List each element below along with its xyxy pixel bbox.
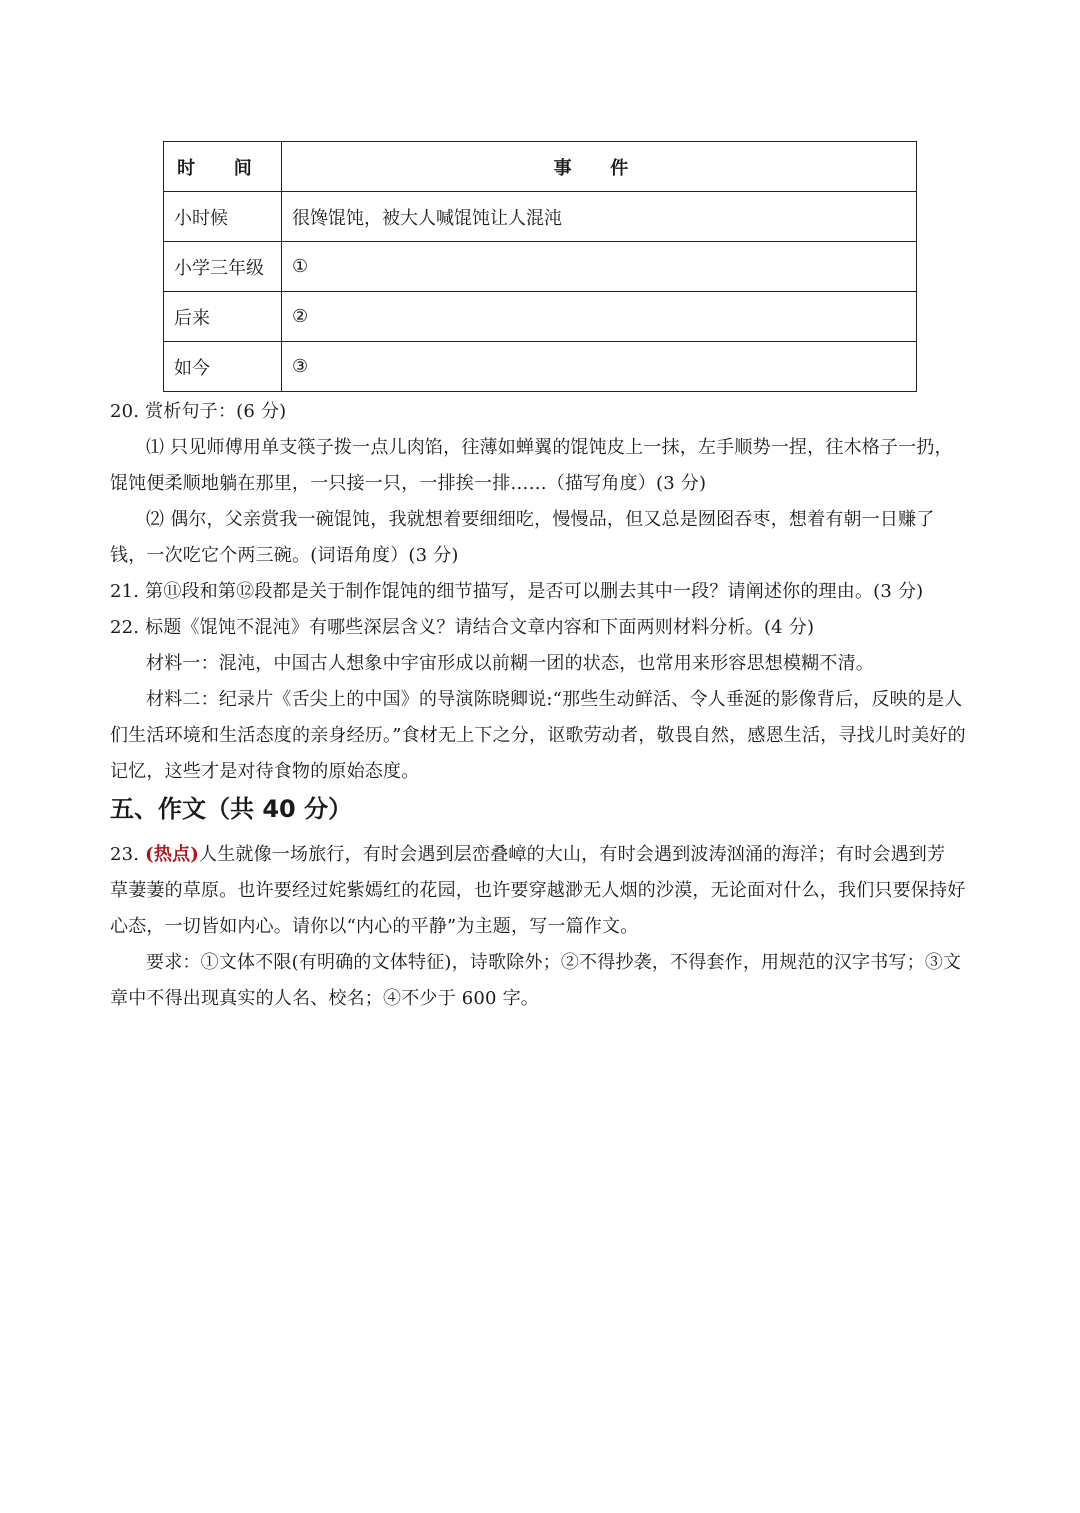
table-row (164, 242, 917, 292)
row-event: 很馋馄饨，被大人喊馄饨让人混沌 (282, 192, 917, 242)
row-event: ② (282, 292, 917, 342)
table-row (164, 342, 917, 392)
table-header-row (164, 142, 917, 192)
q22-material2-line3: 记忆，这些才是对待食物的原始态度。 (110, 761, 420, 782)
q22-material1: 材料一：混沌，中国古人想象中宇宙形成以前糊一团的状态，也常用来形容思想模糊不清。 (146, 653, 874, 674)
table-row (164, 192, 917, 242)
q23-requirement-line2: 章中不得出现真实的人名、校名；④不少于 600 字。 (110, 988, 539, 1009)
row-time: 小时候 (164, 192, 282, 242)
row-event: ① (282, 242, 917, 292)
row-time: 后来 (164, 292, 282, 342)
events-table (163, 141, 917, 392)
q21-text: 21. 第⑪段和第⑫段都是关于制作馄饨的细节描写，是否可以删去其中一段？请阐述你的理由。(3 分) (110, 581, 924, 602)
q23-line1 (110, 840, 980, 866)
q22-material2-line2: 们生活环境和生活态度的亲身经历。”食材无上下之分，讴歌劳动者，敬畏自然，感恩生活，寻找儿时美好的 (110, 725, 966, 746)
q22-title: 22. 标题《馄饨不混沌》有哪些深层含义？请结合文章内容和下面两则材料分析。(4 分) (110, 617, 815, 638)
header-time: 时 间 (164, 142, 282, 192)
row-time: 如今 (164, 342, 282, 392)
q20-s2-line2: 钱，一次吃它个两三碗。(词语角度）(3 分) (110, 545, 459, 566)
table-row (164, 292, 917, 342)
section-five-title: 五、作文（共 40 分） (110, 795, 353, 823)
hot-tag: (热点) (145, 844, 199, 865)
q20-s2-line1: ⑵ 偶尔，父亲赏我一碗馄饨，我就想着要细细吃，慢慢品，但又总是囫囵吞枣，想着有朝一日赚了 (146, 509, 935, 530)
q20-s1-line1: ⑴ 只见师傅用单支筷子拨一点儿肉馅，往薄如蝉翼的馄饨皮上一抹，左手顺势一捏，往木格子一扔， (146, 437, 953, 458)
q23-number: 23. (110, 844, 140, 865)
q23-line3: 心态，一切皆如内心。请你以“内心的平静”为主题，写一篇作文。 (110, 916, 639, 937)
q23-line2: 草萋萋的草原。也许要经过姹紫嫣红的花园，也许要穿越渺无人烟的沙漠，无论面对什么，我们只要保持好 (110, 880, 966, 901)
row-event: ③ (282, 342, 917, 392)
q23-requirement-line1: 要求：①文体不限(有明确的文体特征)，诗歌除外；②不得抄袭，不得套作，用规范的汉字书写；③文 (146, 952, 962, 973)
header-event: 事 件 (282, 142, 917, 192)
q23-text-line1: 人生就像一场旅行，有时会遇到层峦叠嶂的大山，有时会遇到波涛汹涌的海洋；有时会遇到芳 (199, 844, 946, 865)
q20-title: 20. 赏析句子：(6 分) (110, 401, 287, 422)
row-time: 小学三年级 (164, 242, 282, 292)
q22-material2-line1: 材料二：纪录片《舌尖上的中国》的导演陈晓卿说:“那些生动鲜活、令人垂涎的影像背后，反映的是人 (146, 689, 963, 710)
q20-s1-line2: 馄饨便柔顺地躺在那里，一只接一只，一排挨一排……（描写角度）(3 分) (110, 473, 707, 494)
